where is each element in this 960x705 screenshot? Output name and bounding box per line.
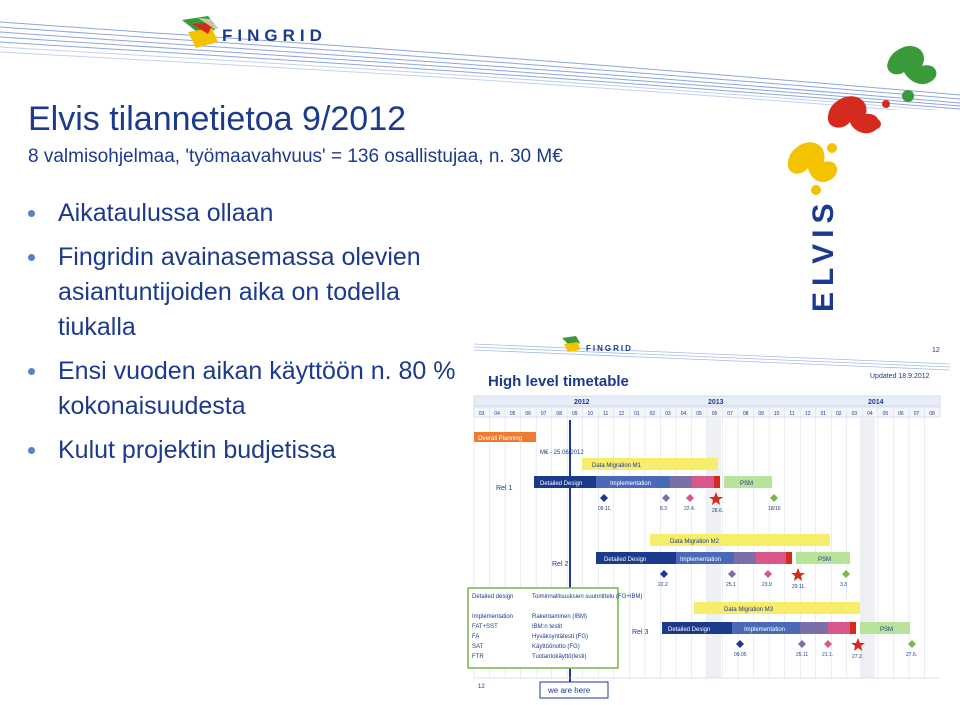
month-label: 06 <box>711 411 718 417</box>
data-migration-label: Data Migration M2 <box>670 539 720 545</box>
milestone-label: 29.11. <box>792 584 806 590</box>
bullet-icon <box>28 254 35 261</box>
legend-term: Implementation <box>472 614 514 620</box>
psm-label: PSM <box>818 557 832 563</box>
year-2014: 2014 <box>868 399 884 406</box>
data-migration-bar <box>694 602 860 614</box>
bullet-icon <box>28 210 35 217</box>
timetable-logo-text: FINGRID <box>586 344 633 353</box>
milestone-label: 22.4. <box>684 506 696 512</box>
milestone-label: 21.1. <box>822 652 834 658</box>
ftr-bar <box>850 622 856 634</box>
release-label: Rel 1 <box>496 485 513 492</box>
implementation-label: Implementation <box>744 627 786 633</box>
timetable-footer-page: 12 <box>478 684 485 690</box>
timetable-heading: High level timetable <box>488 373 629 390</box>
m-dates-label: M€ - 25.06.2012 <box>540 450 584 456</box>
bullet-text: Aikataulussa ollaan <box>58 199 274 227</box>
implementation-label: Implementation <box>680 557 722 563</box>
fat-sst-bar <box>734 552 756 564</box>
month-label: 03 <box>665 411 671 417</box>
month-label: 04 <box>867 411 873 417</box>
month-label: 08 <box>742 411 749 417</box>
timetable-slide <box>462 330 952 702</box>
bullet-icon <box>28 368 35 375</box>
data-migration-label: Data Migration M3 <box>724 607 774 613</box>
legend-desc: Tuotantokäyttö(testi) <box>532 654 587 660</box>
milestone-label: 27.2. <box>852 654 864 660</box>
month-label: 01 <box>820 411 827 417</box>
month-label: 02 <box>836 411 842 417</box>
overall-planning-label: Overall Planning <box>478 436 523 442</box>
month-label: 08 <box>556 411 562 417</box>
page-subtitle: 8 valmisohjelmaa, 'työmaavahvuus' = 136 osallistujaa, n. 30 M€ <box>28 146 563 167</box>
fat-sst-bar <box>800 622 828 634</box>
milestone-label: 28.6. <box>712 508 724 514</box>
milestone-label: 3.3 <box>840 582 847 588</box>
month-label: 02 <box>649 411 656 417</box>
we-are-here-label: we are here <box>548 686 591 695</box>
detailed-design-label: Detailed Design <box>540 481 583 487</box>
month-label: 10 <box>587 411 594 417</box>
fingrid-logo-text: FINGRID <box>222 26 327 45</box>
milestone-label: 09.11. <box>598 506 612 512</box>
psm-label: PSM <box>740 481 754 487</box>
month-label: 08 <box>929 411 935 417</box>
month-label: 04 <box>494 411 500 417</box>
legend-term: FTR <box>472 654 484 660</box>
month-label: 04 <box>680 411 687 417</box>
milestone-label: 22.2 <box>658 582 668 588</box>
milestone-label: 09.05 <box>734 652 747 658</box>
legend-desc: Käyttöönotto (FG) <box>532 644 580 650</box>
fa-bar <box>756 552 786 564</box>
milestone-label: 27.6. <box>906 652 918 658</box>
bullet-text: Fingridin avainasemassa olevien asiantuntijoiden aika on todella tiukalla <box>58 243 421 341</box>
fat-sst-bar <box>670 476 692 488</box>
elvis-wordmark <box>803 184 843 314</box>
bullet-text: Kulut projektin budjetissa <box>58 436 336 464</box>
bullet-list <box>28 196 458 477</box>
milestone-label: 25.11 <box>796 652 809 658</box>
psm-label: PSM <box>880 627 894 633</box>
year-2012: 2012 <box>574 399 590 406</box>
month-label: 03 <box>478 411 485 417</box>
bullet-item <box>28 354 458 424</box>
legend-term: FA <box>472 634 480 640</box>
month-label: 07 <box>727 411 733 417</box>
fa-bar <box>692 476 714 488</box>
legend-term: Detailed design <box>472 594 514 600</box>
milestone-label: 8.3 <box>660 506 667 512</box>
month-label: 01 <box>634 411 640 417</box>
month-label: 07 <box>540 411 547 417</box>
month-label: 05 <box>696 411 702 417</box>
legend-desc: Hyväksyntätesti (FG) <box>532 634 589 640</box>
month-label: 10 <box>773 411 780 417</box>
month-label: 03 <box>851 411 858 417</box>
legend-term: FAT+SST <box>472 624 498 630</box>
detailed-design-label: Detailed Design <box>604 557 647 563</box>
legend-desc: IBM:n testit <box>532 624 563 630</box>
month-label: 06 <box>525 411 531 417</box>
month-label: 05 <box>882 411 889 417</box>
milestone-label: 23.9 <box>762 582 772 588</box>
release-label: Rel 2 <box>552 561 569 568</box>
milestone-label: 25.1 <box>726 582 736 588</box>
timetable-page-number: 12 <box>932 347 940 354</box>
fa-bar <box>828 622 850 634</box>
timetable-graphic <box>462 330 952 702</box>
elvis-wordmark-text: ELVIS <box>807 197 840 312</box>
month-label: 09 <box>571 411 578 417</box>
legend-desc: Toiminnallisuuksien suunnittelu (FG+IBM) <box>532 594 643 600</box>
milestone-label: 18/10 <box>768 506 781 512</box>
legend-desc: Rakentaminen (IBM) <box>532 614 588 620</box>
month-label: 11 <box>603 411 609 417</box>
data-migration-label: Data Migration M1 <box>592 463 642 469</box>
legend-term: SAT <box>472 644 484 650</box>
detailed-design-label: Detailed Design <box>668 627 711 633</box>
bullet-item <box>28 196 458 231</box>
bullet-text: Ensi vuoden aikan käyttöön n. 80 % kokonaisuudesta <box>58 357 456 420</box>
month-label: 12 <box>804 411 811 417</box>
year-2013: 2013 <box>708 399 724 406</box>
bullet-icon <box>28 447 35 454</box>
timetable-updated: Updated 18.9.2012 <box>870 373 930 380</box>
month-label: 06 <box>898 411 904 417</box>
bullet-item <box>28 433 458 468</box>
page-title: Elvis tilannetietoa 9/2012 <box>28 100 407 138</box>
ftr-bar <box>786 552 792 564</box>
month-label: 07 <box>913 411 920 417</box>
month-label: 12 <box>618 411 625 417</box>
release-label: Rel 3 <box>632 629 649 636</box>
ftr-bar <box>714 476 720 488</box>
implementation-label: Implementation <box>610 481 652 487</box>
month-label: 05 <box>509 411 516 417</box>
month-label: 09 <box>758 411 764 417</box>
month-label: 11 <box>789 411 795 417</box>
bullet-item <box>28 240 458 345</box>
